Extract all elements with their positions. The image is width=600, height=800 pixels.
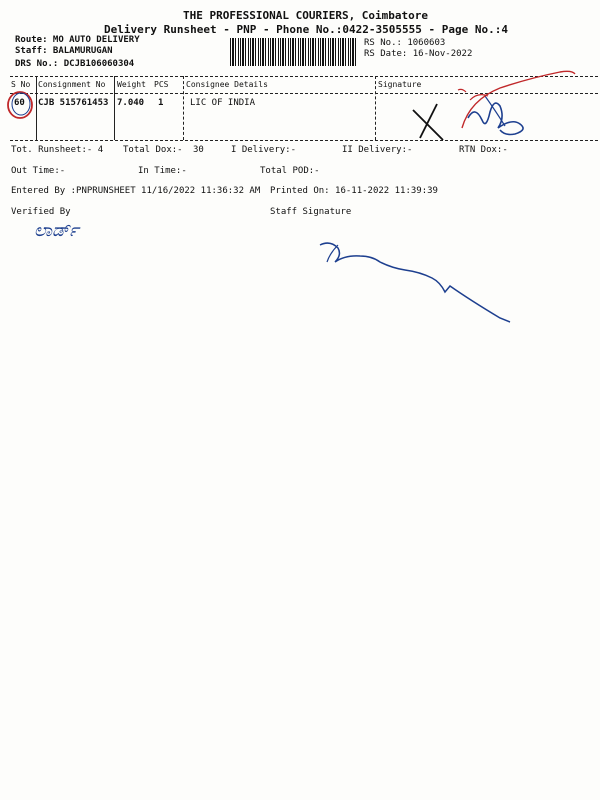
total-dox-value: 30 — [193, 145, 204, 155]
cell-consignee: LIC OF INDIA — [190, 98, 256, 108]
rtn-dox: RTN Dox:- — [459, 145, 508, 155]
tot-runsheet: Tot. Runsheet:- 4 — [11, 145, 104, 155]
col-header-pcs: PCS — [154, 80, 169, 89]
route-label: Route: MO AUTO DELIVERY — [15, 35, 140, 45]
staff-signature-label: Staff Signature — [270, 207, 352, 217]
in-time: In Time:- — [138, 166, 187, 176]
ii-delivery: II Delivery:- — [342, 145, 413, 155]
receiver-signature — [468, 103, 523, 134]
col-header-consignment: Consignment No — [38, 80, 106, 89]
cell-pcs: 1 — [158, 98, 164, 108]
rs-date: RS Date: 16-Nov-2022 — [364, 49, 473, 59]
rs-number: RS No.: 1060603 — [364, 38, 446, 48]
i-delivery: I Delivery:- — [231, 145, 297, 155]
col-header-signature: Signature — [378, 80, 422, 89]
out-time: Out Time:- — [11, 166, 66, 176]
col-header-sno: S No — [11, 80, 31, 89]
printed-on: Printed On: 16-11-2022 11:39:39 — [270, 186, 438, 196]
verified-signature: ಲಾರ್ಡ್‌ — [34, 220, 79, 241]
blue-circle-mark — [12, 93, 30, 115]
cross-mark — [413, 104, 443, 140]
cell-weight: 7.040 — [117, 98, 145, 108]
cell-consignment: CJB 515761453 — [38, 98, 109, 108]
staff-label: Staff: BALAMURUGAN — [15, 46, 113, 56]
cell-sno: 60 — [14, 98, 25, 108]
total-dox-label: Total Dox:- — [123, 145, 183, 155]
total-pod: Total POD:- — [260, 166, 320, 176]
col-header-consignee: Consignee Details — [186, 80, 268, 89]
staff-signature-mark — [320, 243, 510, 322]
runsheet-title: Delivery Runsheet - PNP - Phone No.:0422-3505555 - Page No.:4 — [104, 23, 508, 36]
verified-by-label: Verified By — [11, 207, 71, 217]
red-pen-stroke — [462, 71, 575, 128]
col-header-weight: Weight — [117, 80, 146, 89]
company-name: THE PROFESSIONAL COURIERS, Coimbatore — [183, 9, 429, 22]
entered-by: Entered By :PNPRUNSHEET 11/16/2022 11:36:32 AM — [11, 186, 261, 196]
drs-number: DRS No.: DCJB106060304 — [15, 59, 135, 69]
